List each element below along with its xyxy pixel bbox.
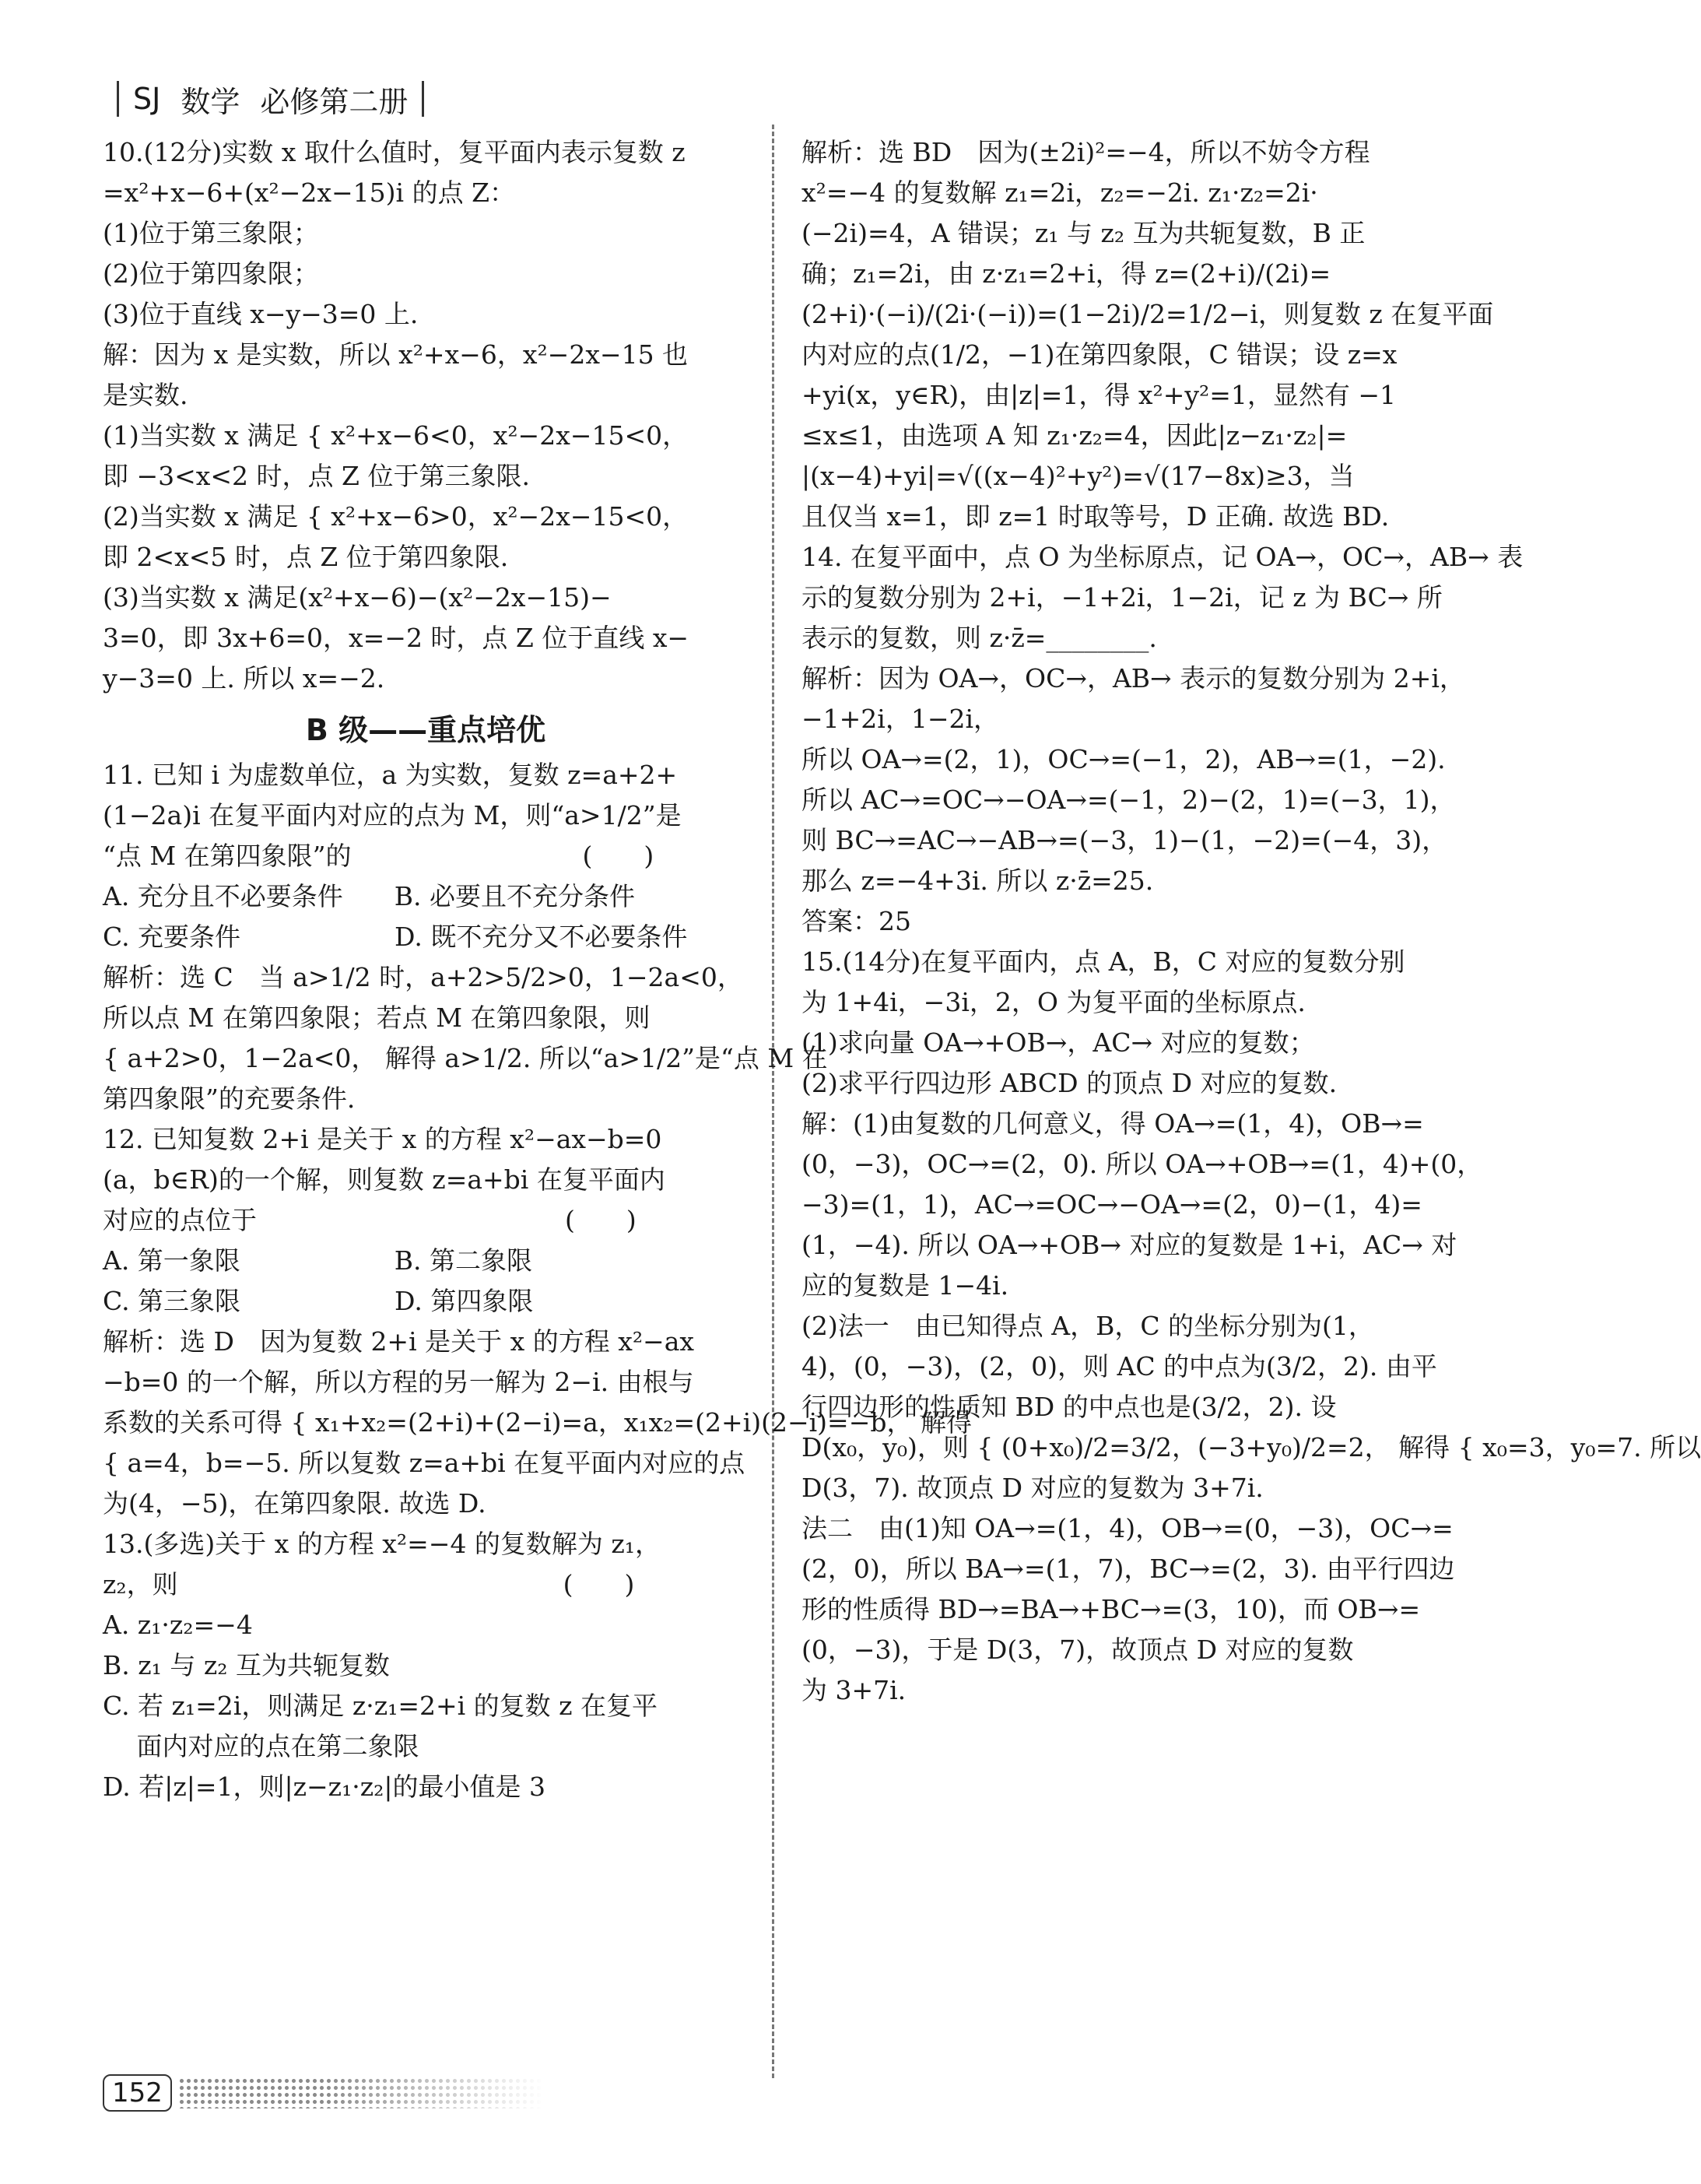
header-divider-right — [422, 81, 424, 117]
left-column-line: (3)位于直线 x−y−3=0 上. — [103, 299, 419, 329]
header-subject: 数学 — [181, 84, 240, 119]
right-column-line: 解析：选 BD 因为(±2i)²=−4，所以不妨令方程 — [801, 137, 1370, 167]
right-column-line: +yi(x，y∈R)，由|z|=1，得 x²+y²=1，显然有 −1 — [801, 380, 1397, 410]
left-column-line: 是实数. — [103, 380, 188, 410]
left-column-line: −b=0 的一个解，所以方程的另一解为 2−i. 由根与 — [103, 1367, 694, 1397]
right-column-line: 为 3+7i. — [801, 1675, 907, 1705]
left-column-line: B. z₁ 与 z₂ 互为共轭复数 — [103, 1650, 390, 1680]
right-column-line: 表示的复数，则 z·z̄=________. — [801, 623, 1157, 653]
left-column-line: 解析：选 C 当 a>1/2 时，a+2>5/2>0，1−2a<0， — [103, 962, 743, 992]
right-column-line: 则 BC→=AC→−AB→=(−3，1)−(1，−2)=(−4，3)， — [801, 825, 1448, 855]
right-column-line: 确；z₁=2i，由 z·z₁=2+i，得 z=(2+i)/(2i)= — [801, 258, 1331, 289]
right-column-line: 15.(14分)在复平面内，点 A，B，C 对应的复数分别 — [801, 946, 1405, 977]
right-column-line: 法二 由(1)知 OA→=(1，4)，OB→=(0，−3)，OC→= — [801, 1513, 1454, 1543]
left-column-line: (3)当实数 x 满足(x²+x−6)−(x²−2x−15)− — [103, 582, 612, 613]
right-column-line: 为 1+4i，−3i，2，O 为复平面的坐标原点. — [801, 987, 1306, 1017]
left-column-line: A. 第一象限 B. 第二象限 — [103, 1245, 533, 1276]
left-column-line: D. 若|z|=1，则|z−z₁·z₂|的最小值是 3 — [103, 1771, 546, 1802]
right-column-line: (1，−4). 所以 OA→+OB→ 对应的复数是 1+i，AC→ 对 — [801, 1230, 1457, 1260]
left-column-line: 第四象限”的充要条件. — [103, 1083, 356, 1114]
left-column-line: 3=0，即 3x+6=0，x=−2 时，点 Z 位于直线 x− — [103, 623, 689, 653]
left-column-line: C. 充要条件 D. 既不充分又不必要条件 — [103, 922, 688, 952]
left-column-line: 对应的点位于 ( ) — [103, 1205, 637, 1235]
right-column-line: D(x₀，y₀)，则 { (0+x₀)/2=3/2，(−3+y₀)/2=2， 解得 { x₀=3，y₀=7. 所以 — [801, 1432, 1701, 1462]
left-column-line: 11. 已知 i 为虚数单位，a 为实数，复数 z=a+2+ — [103, 760, 678, 790]
right-column-line: (2+i)·(−i)/(2i·(−i))=(1−2i)/2=1/2−i，则复数 z 在复平面 — [801, 299, 1494, 329]
right-column — [801, 132, 1701, 1711]
left-column-line: =x²+x−6+(x²−2x−15)i 的点 Z： — [103, 177, 515, 208]
right-column-line: |(x−4)+yi|=√((x−4)²+y²)=√(17−8x)≥3，当 — [801, 461, 1355, 491]
left-column-line: (1)当实数 x 满足 { x²+x−6<0，x²−2x−15<0， — [103, 420, 689, 451]
left-column-line: A. z₁·z₂=−4 — [103, 1610, 253, 1640]
left-column-line: (1−2a)i 在复平面内对应的点为 M，则“a>1/2”是 — [103, 800, 682, 830]
left-column-line: B 级——重点培优 — [305, 713, 546, 747]
footer-dot-pattern — [178, 2077, 544, 2109]
right-column-line: (0，−3)，OC→=(2，0). 所以 OA→+OB→=(1，4)+(0， — [801, 1149, 1483, 1179]
left-column-line: (2)当实数 x 满足 { x²+x−6>0，x²−2x−15<0， — [103, 501, 689, 532]
left-column-line: 13.(多选)关于 x 的方程 x²=−4 的复数解为 z₁， — [103, 1529, 661, 1559]
right-column-line: ≤x≤1，由选项 A 知 z₁·z₂=4，因此|z−z₁·z₂|= — [801, 420, 1348, 451]
right-column-line: 内对应的点(1/2，−1)在第四象限，C 错误；设 z=x — [801, 339, 1398, 370]
left-column-line: 10.(12分)实数 x 取什么值时，复平面内表示复数 z — [103, 137, 686, 167]
header-brand: SJ — [133, 82, 161, 116]
right-column-line: (2)求平行四边形 ABCD 的顶点 D 对应的复数. — [801, 1068, 1338, 1098]
right-column-line: (−2i)=4，A 错误；z₁ 与 z₂ 互为共轭复数，B 正 — [801, 218, 1366, 248]
right-column-line: 解析：因为 OA→，OC→，AB→ 表示的复数分别为 2+i， — [801, 663, 1465, 693]
right-column-line: (2，0)，所以 BA→=(1，7)，BC→=(2，3). 由平行四边 — [801, 1554, 1455, 1584]
right-column-line: 示的复数分别为 2+i，−1+2i，1−2i，记 z 为 BC→ 所 — [801, 582, 1443, 613]
column-divider — [772, 125, 774, 2078]
left-column-line: 即 −3<x<2 时，点 Z 位于第三象限. — [103, 461, 530, 491]
right-column-line: 答案：25 — [801, 906, 911, 936]
page-footer — [103, 2074, 544, 2112]
right-column-line: 所以 OA→=(2，1)，OC→=(−1，2)，AB→=(1，−2). — [801, 744, 1446, 774]
left-column-line: 即 2<x<5 时，点 Z 位于第四象限. — [103, 542, 509, 572]
right-column-line: 所以 AC→=OC→−OA→=(−1，2)−(2，1)=(−3，1)， — [801, 785, 1456, 815]
right-column-line: 形的性质得 BD→=BA→+BC→=(3，10)，而 OB→= — [801, 1594, 1421, 1624]
left-column-line: C. 若 z₁=2i，则满足 z·z₁=2+i 的复数 z 在复平 — [103, 1691, 658, 1721]
left-column-line: C. 第三象限 D. 第四象限 — [103, 1286, 534, 1316]
left-column-line: (1)位于第三象限； — [103, 218, 319, 248]
right-column-line: 行四边形的性质知 BD 的中点也是(3/2，2). 设 — [801, 1392, 1337, 1422]
left-column-line: z₂，则 ( ) — [103, 1569, 635, 1599]
page-header — [103, 79, 438, 118]
left-column-line: 12. 已知复数 2+i 是关于 x 的方程 x²−ax−b=0 — [103, 1124, 662, 1154]
header-divider-left — [117, 81, 119, 117]
left-column-line: 解：因为 x 是实数，所以 x²+x−6，x²−2x−15 也 — [103, 339, 689, 370]
right-column-line: 14. 在复平面中，点 O 为坐标原点，记 OA→，OC→，AB→ 表 — [801, 542, 1524, 572]
right-column-line: −1+2i，1−2i， — [801, 704, 1000, 734]
left-column-line: 面内对应的点在第二象限 — [103, 1731, 419, 1761]
right-column-line: 4)，(0，−3)，(2，0)，则 AC 的中点为(3/2，2). 由平 — [801, 1351, 1437, 1382]
left-column-line: (2)位于第四象限； — [103, 258, 319, 289]
right-column-line: 那么 z=−4+3i. 所以 z·z̄=25. — [801, 866, 1154, 896]
right-column-line: −3)=(1，1)，AC→=OC→−OA→=(2，0)−(1，4)= — [801, 1189, 1422, 1220]
right-column-line: 且仅当 x=1，即 z=1 时取等号，D 正确. 故选 BD. — [801, 501, 1390, 532]
left-column-line: 所以点 M 在第四象限；若点 M 在第四象限，则 — [103, 1002, 651, 1033]
right-column-line: 解：(1)由复数的几何意义，得 OA→=(1，4)，OB→= — [801, 1108, 1424, 1139]
left-column-line: “点 M 在第四象限”的 ( ) — [103, 841, 654, 871]
left-column-line: y−3=0 上. 所以 x=−2. — [103, 663, 385, 693]
left-column-line: A. 充分且不必要条件 B. 必要且不充分条件 — [103, 881, 636, 911]
header-book: 必修第二册 — [260, 84, 409, 119]
left-column-line: { a=4，b=−5. 所以复数 z=a+bi 在复平面内对应的点 — [103, 1448, 745, 1478]
right-column-line: D(3，7). 故顶点 D 对应的复数为 3+7i. — [801, 1473, 1264, 1503]
right-column-line: 应的复数是 1−4i. — [801, 1270, 1009, 1301]
left-column-line: 为(4，−5)，在第四象限. 故选 D. — [103, 1488, 486, 1519]
right-column-line: (1)求向量 OA→+OB→，AC→ 对应的复数； — [801, 1027, 1315, 1058]
right-column-line: (0，−3)，于是 D(3，7)，故顶点 D 对应的复数 — [801, 1634, 1354, 1665]
left-column-line: (a，b∈R)的一个解，则复数 z=a+bi 在复平面内 — [103, 1164, 665, 1195]
right-column-line: (2)法一 由已知得点 A，B，C 的坐标分别为(1， — [801, 1311, 1374, 1341]
left-column-line: 系数的关系可得 { x₁+x₂=(2+i)+(2−i)=a，x₁x₂=(2+i)(2−i)=−b， 解得 — [103, 1407, 972, 1438]
left-column-line: 解析：选 D 因为复数 2+i 是关于 x 的方程 x²−ax — [103, 1326, 694, 1357]
right-column-line: x²=−4 的复数解 z₁=2i，z₂=−2i. z₁·z₂=2i· — [801, 177, 1318, 208]
left-column-line: { a+2>0，1−2a<0， 解得 a>1/2. 所以“a>1/2”是“点 M 在 — [103, 1043, 828, 1073]
page-number: 152 — [103, 2074, 172, 2112]
